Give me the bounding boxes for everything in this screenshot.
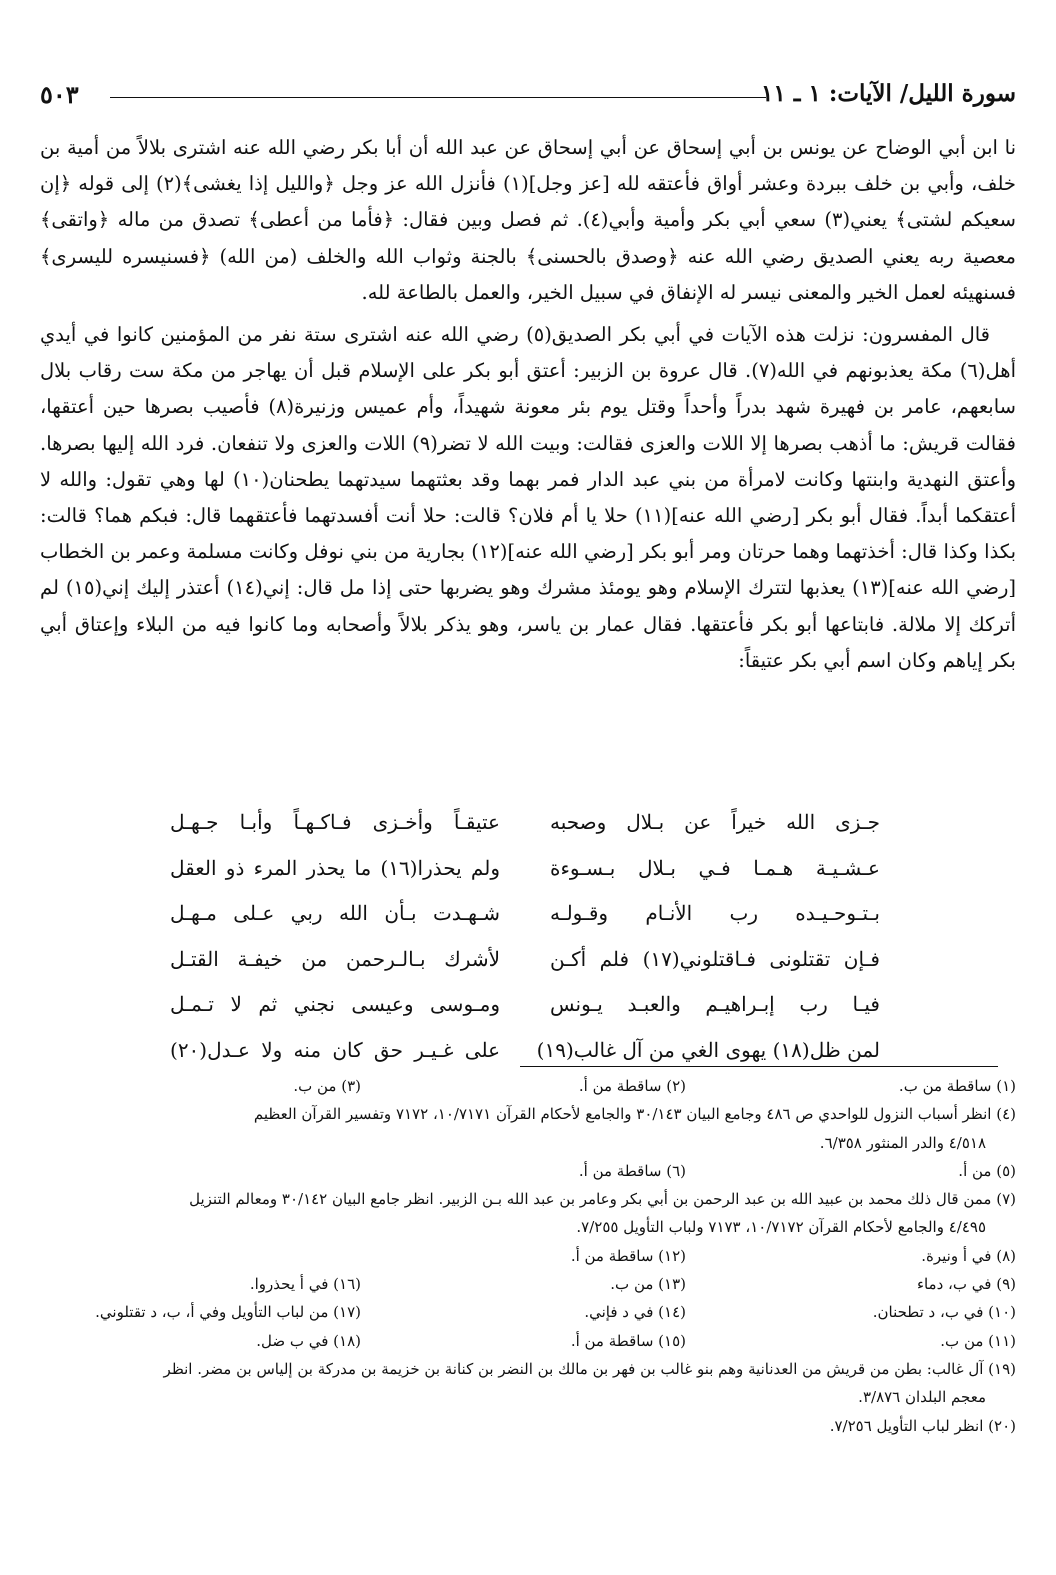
footnote: (٤) انظر أسباب النزول للواحدي ص ٤٨٦ وجامع البيان ٣٠/١٤٣ والجامع لأحكام القرآن ١٠/٧١٧١، ٧١٧٢ وتفسير القرآن العظيم — [253, 1105, 1016, 1124]
verse-second-hemistich: لأشرك بـالـرحمن من خيفـة القتـل — [170, 946, 500, 971]
footnote-row — [40, 1157, 1016, 1185]
footnote-continuation: ٤/٥١٨ والدر المنثور ٦/٣٥٨. — [819, 1133, 986, 1152]
footnote: (١٣) من ب. — [610, 1275, 686, 1294]
footnote: (١٨) في ب ضل. — [256, 1331, 361, 1350]
header-rule — [110, 97, 766, 98]
verse-first-hemistich: فيـا رب إبـراهيـم والعبـد يـونس — [550, 992, 880, 1016]
page-number: ٥٠٣ — [40, 80, 79, 109]
poem — [170, 800, 880, 1073]
poem-verse — [170, 937, 880, 983]
verse-first-hemistich: بـتـوحـيـده رب الأنـام وقـولـه — [550, 901, 880, 925]
footnote: (٥) من أ. — [958, 1161, 1016, 1180]
poem-verse — [170, 891, 880, 937]
footnote-continuation: معجم البلدان ٣/٨٧٦. — [858, 1388, 986, 1407]
footnote: (٢) ساقطة من أ. — [578, 1077, 686, 1095]
footnote: (١٩) آل غالب: بطن من قريش من العدنانية وهم بنو غالب بن فهر بن مالك بن النضر بن كنانة بن خزيمة بن مدركة بن إلياس بن مضر. انظر — [163, 1359, 1016, 1378]
footnote-row — [40, 1298, 1016, 1326]
paragraph: نا ابن أبي الوضاح عن يونس بن أبي إسحاق عن أبي إسحاق عن عبد الله أن أبا بكر رضي الله عنه اشترى بلالاً من أمية بن خلف، وأبي بن خلف ببردة وعشر أواق فأعتقه لله [عز وجل](١) فأنزل الله عز وجل ﴿والليل إذا يغشى﴾(٢) إلى قوله ﴿إن سعيكم لشتى﴾ يعني(٣) سعي أبي بكر وأمية وأبي(٤). ثم فصل وبين فقال: ﴿فأما من أعطى﴾ تصدق من ماله ﴿واتقى﴾ معصية ربه يعني الصديق رضي الله عنه ﴿وصدق بالحسنى﴾ بالجنة وثواب الله والخلف (من الله) ﴿فسنيسره لليسرى﴾ فسنهيئه لعمل الخير والمعنى نيسر له الإنفاق في سبيل الخير، والعمل بالطاعة لله. — [40, 136, 1016, 304]
footnote: (٣) من ب. — [293, 1077, 361, 1095]
footnotes — [40, 1072, 1016, 1440]
footnote: (١٢) ساقطة من أ. — [570, 1246, 686, 1265]
footnote: (١٥) ساقطة من أ. — [570, 1331, 686, 1350]
footnote: (٢٠) انظر لباب التأويل ٧/٢٥٦. — [829, 1416, 1016, 1435]
verse-second-hemistich: ولم يحذرا(١٦) ما يحذر المرء ذو العقل — [170, 855, 500, 880]
surah-title: سورة الليل/ الآيات: ١ ـ ١١ — [760, 80, 1016, 107]
footnote-row — [40, 1270, 1016, 1298]
footnote-continuation: ٤/٤٩٥ والجامع لأحكام القرآن ١٠/٧١٧٢، ٧١٧٣ ولباب التأويل ٧/٢٥٥. — [576, 1218, 986, 1237]
footnote-separator — [520, 1066, 998, 1067]
verse-second-hemistich: على غـيـر حق كان منه ولا عـدل(٢٠) — [170, 1037, 500, 1062]
verse-first-hemistich: عـشـيـة هـمـا فـي بـلال بـسـوءة — [550, 855, 880, 880]
paragraph: قال المفسرون: نزلت هذه الآيات في أبي بكر الصديق(٥) رضي الله عنه اشترى ستة نفر من المؤمنين كانوا في أيدي أهل(٦) مكة يعذبونهم في الله(٧). قال عروة بن الزبير: أعتق أبو بكر على الإسلام قبل أن يهاجر من مكة ست رقاب بلال سابعهم، عامر بن فهيرة شهد بدراً وأحداً وقتل يوم بئر معونة شهيداً، وأم عميس وزنيرة(٨) فأصيب بصرها حين أعتقها، فقالت قريش: ما أذهب بصرها إلا اللات والعزى فقالت: وبيت الله لا تضر(٩) اللات والعزى ولا تنفعان. فرد الله إليها بصرها. وأعتق النهدية وابنتها وكانت لامرأة من بني عبد الدار فمر بهما وقد بعثتهما سيدتهما يطحنان(١٠) لها وهي تقول: والله لا أعتقكما أبداً. فقال أبو بكر [رضي الله عنه](١١) حلا يا أم فلان؟ قالت: حلا أنت أفسدتهما فأعتقهما قال: فبكم هما؟ قالت: بكذا وكذا قال: أخذتهما وهما حرتان ومر أبو بكر [رضي الله عنه](١٢) بجارية من بني نوفل وكانت مسلمة وعمر بن الخطاب [رضي الله عنه](١٣) يعذبها لتترك الإسلام وهو يومئذ مشرك وهو يضربها حتى إذا مل قال: إني(١٤) أعتذر إليك إني(١٥) لم أتركك إلا ملالة. فابتاعها أبو بكر فأعتقها. فقال عمار بن ياسر، وهو يذكر بلالاً وأصحابه وما كانوا فيه من البلاء وإعتاق أبي بكر إياهم وكان اسم أبي بكر عتيقاً: — [40, 323, 1017, 672]
poem-verse — [170, 800, 880, 846]
verse-first-hemistich: جـزى الله خيراً عن بـلال وصحبه — [550, 810, 880, 834]
footnote: (١٠) في ب، د تطحنان. — [872, 1303, 1016, 1322]
footnote: (١١) من ب. — [940, 1331, 1016, 1350]
footnote: (١٦) في أ يحذروا. — [249, 1275, 361, 1294]
poem-verse — [170, 982, 880, 1028]
footnote: (٨) في أ ونيرة. — [921, 1246, 1016, 1265]
footnote: (١٤) في د فإني. — [584, 1303, 686, 1322]
footnote: (١٧) من لباب التأويل وفي أ، ب، د تقتلوني. — [95, 1303, 361, 1322]
verse-second-hemistich: عتيقـاً وأخـزى فـاكـهـاً وأبـا جـهـل — [170, 810, 500, 834]
footnote-row — [40, 1242, 1016, 1270]
footnote: (١) ساقطة من ب. — [898, 1077, 1016, 1095]
running-header — [40, 80, 1016, 120]
verse-first-hemistich: لمن ظل(١٨) يهوى الغي من آل غالب(١٩) — [536, 1037, 880, 1062]
poem-verse — [170, 846, 880, 892]
verse-second-hemistich: ومـوسى وعيسى نجني ثم لا تـمـل — [170, 992, 500, 1016]
footnote: (٦) ساقطة من أ. — [578, 1161, 686, 1180]
footnote: (٩) في ب، دماء — [916, 1275, 1016, 1294]
main-text — [40, 130, 1016, 679]
verse-first-hemistich: فـإن تقتلونى فـاقتلوني(١٧) فلم أكـن — [550, 946, 880, 971]
verse-second-hemistich: شـهـدت بـأن الله ربي عـلى مـهـل — [170, 901, 500, 925]
footnote-row — [40, 1072, 1016, 1100]
footnote-row — [40, 1327, 1016, 1355]
footnote: (٧) ممن قال ذلك محمد بن عبيد الله بن عبد الرحمن بن أبي بكر وعامر بن عبد الله بـن الزبير. انظر جامع البيان ٣٠/١٤٢ ومعالم التنزيل — [189, 1190, 1016, 1209]
